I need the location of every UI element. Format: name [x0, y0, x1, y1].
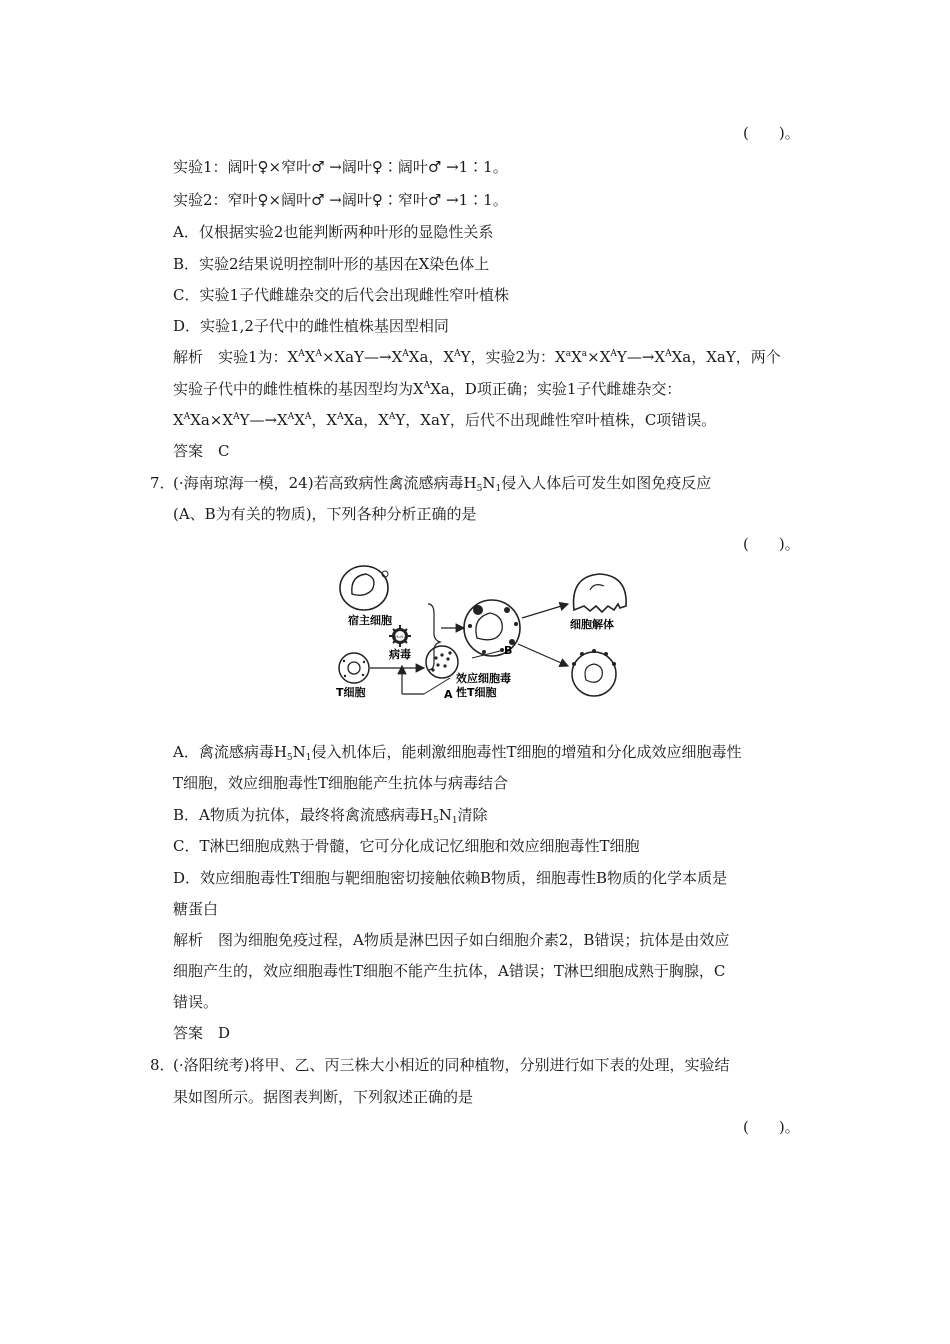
virus-label: 病毒 — [389, 648, 411, 661]
lysed-cell — [574, 574, 627, 612]
q7-option-a-line-2: T细胞，效应细胞毒性T细胞能产生抗体与病毒结合 — [173, 774, 509, 792]
q7-option-d-line-1: D．效应细胞毒性T细胞与靶细胞密切接触依赖B物质，细胞毒性B物质的化学本质是 — [173, 869, 728, 887]
q8-stem-line-2: 果如图所示。据图表判断，下列叙述正确的是 — [173, 1088, 474, 1106]
q7-explanation-line-3: 错误。 — [173, 993, 219, 1011]
q6-option-b: B．实验2结果说明控制叶形的基因在X染色体上 — [173, 255, 490, 273]
arrow-icon: → — [441, 191, 459, 209]
q7-option-c: C．T淋巴细胞成熟于骨髓，它可分化成记忆细胞和效应细胞毒性T细胞 — [173, 837, 640, 855]
q6-option-a: A．仅根据实验2也能判断两种叶形的显隐性关系 — [173, 223, 494, 241]
immune-response-diagram — [332, 558, 632, 708]
q6-explanation-line-2: 实验子代中的雌性植株的基因型均为$X^AXa$，D项正确；实验1子代雌雄杂交： — [173, 380, 682, 398]
svg-text:H₅N₁: H₅N₁ — [395, 634, 406, 639]
q8-stem-line-1: (·洛阳统考)将甲、乙、丙三株大小相近的同种植物，分别进行如下表的处理，实验结 — [173, 1056, 730, 1074]
q6-explanation-line-1: 解析 实验1为：$X^AX^A\times XaY—\to X^AXa$，$X^AY$，实验2为：$X^aX^a\times X^AY—\to X^AXa$，XaY，两个 — [173, 348, 781, 366]
experiment-2: 实验2：窄叶♀×阔叶♂ →阔叶♀∶窄叶♂ →1∶1。 — [173, 191, 508, 209]
cell-lysis-label: 细胞解体 — [570, 618, 614, 631]
q7-explanation-line-2: 细胞产生的，效应细胞毒性T细胞不能产生抗体，A错误；T淋巴细胞成熟于胸腺，C — [173, 962, 726, 980]
answer-paren-q8: ( )。 — [743, 1118, 800, 1136]
answer-paren-q6: ( )。 — [743, 124, 800, 142]
q6-option-d: D．实验1,2子代中的雌性植株基因型相同 — [173, 317, 449, 335]
q7-option-d-line-2: 糖蛋白 — [173, 900, 219, 918]
q6-option-c: C．实验1子代雌雄杂交的后代会出现雌性窄叶植株 — [173, 286, 510, 304]
experiment-1: 实验1：阔叶♀×窄叶♂ →阔叶♀∶阔叶♂ →1∶1。 — [173, 158, 508, 176]
brace-icon — [428, 604, 440, 670]
q7-answer: 答案 D — [173, 1024, 231, 1042]
label-a: A — [444, 688, 453, 701]
host-cell — [340, 566, 388, 610]
q7-explanation-line-1: 解析 图为细胞免疫过程，A物质是淋巴因子如白细胞介素2，B错误；抗体是由效应 — [173, 931, 730, 949]
effector-label-2: 性T细胞 — [456, 686, 497, 699]
infected-cell — [572, 649, 616, 696]
t-cell — [339, 653, 369, 683]
q6-answer: 答案 C — [173, 442, 230, 460]
effector-label-1: 效应细胞毒 — [456, 672, 511, 685]
arrow-icon: → — [441, 158, 459, 176]
answer-paren-q7: ( )。 — [743, 535, 800, 553]
q7-stem-line-2: (A、B为有关的物质)，下列各种分析正确的是 — [173, 505, 477, 523]
arrow-icon: → — [324, 158, 342, 176]
arrow-icon: → — [324, 191, 342, 209]
q7-option-a-line-1: A．禽流感病毒$H_5N_1$侵入机体后，能刺激细胞毒性T细胞的增殖和分化成效应细胞毒性 — [173, 743, 742, 763]
host-cell-label: 宿主细胞 — [348, 614, 392, 627]
q8-number: 8． — [150, 1056, 175, 1074]
label-b: B — [504, 644, 513, 657]
t-cell-label: T细胞 — [336, 686, 366, 699]
q7-number: 7． — [150, 474, 175, 492]
virus — [389, 625, 411, 647]
q7-stem-line-1: (·海南琼海一模，24)若高致病性禽流感病毒$H_5N_1$侵入人体后可发生如图免疫反应 — [173, 474, 712, 494]
q7-option-b: B．A物质为抗体，最终将禽流感病毒$H_5N_1$清除 — [173, 806, 488, 826]
q6-explanation-line-3: $X^AXa\times X^AY—\to X^AX^A$，$X^AXa$，$X^AY$，XaY，后代不出现雌性窄叶植株，C项错误。 — [173, 411, 717, 429]
effector-t-cell — [426, 646, 458, 678]
